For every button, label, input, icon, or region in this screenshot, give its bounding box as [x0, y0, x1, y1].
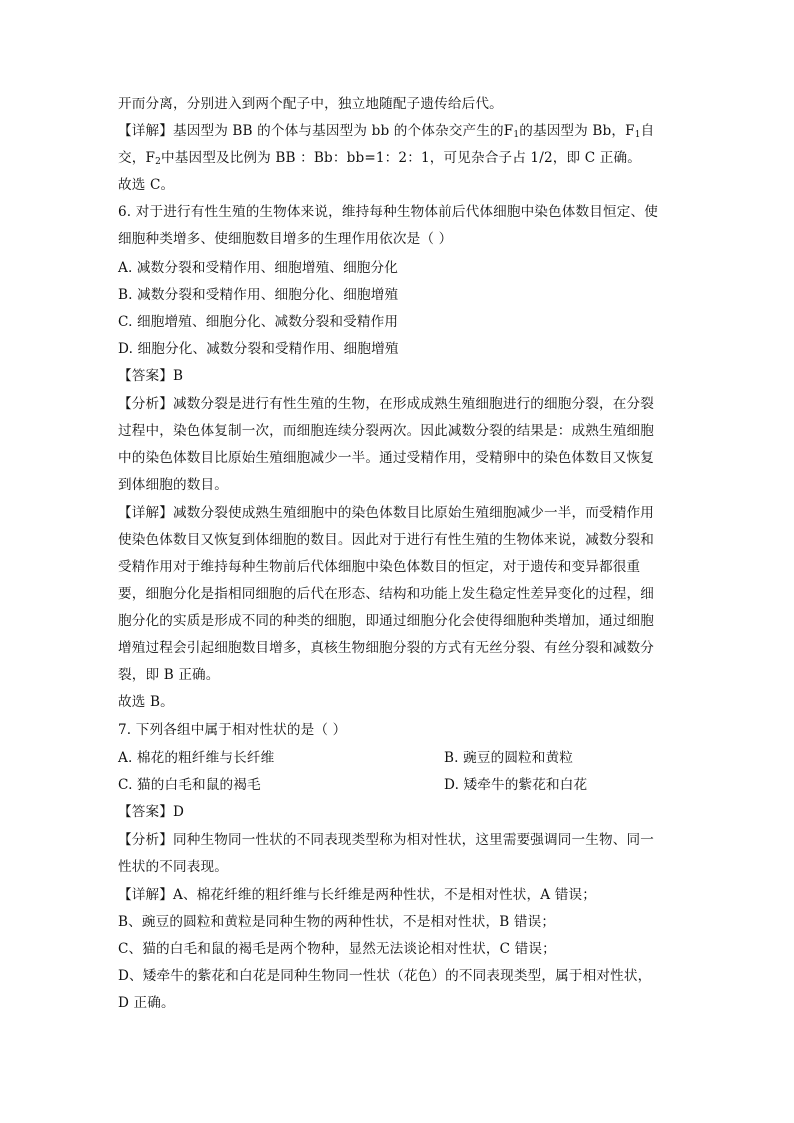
answer-line: 【答案】B	[118, 368, 184, 384]
detail-line: 【详解】减数分裂使成熟生殖细胞中的染色体数目比原始生殖细胞减少一半，而受精作用	[118, 505, 655, 521]
choice-line: 故选 C。	[118, 177, 175, 193]
detail-line: D 正确。	[118, 995, 175, 1011]
detail-line: 【详解】基因型为 BB 的个体与基因型为 bb 的个体杂交产生的$F_1$的基因型为 Bb，$F_1$自	[118, 123, 655, 140]
analysis-line: 性状的不同表现。	[118, 859, 228, 875]
detail-line: D、矮牵牛的紫花和白花是同种生物同一性状（花色）的不同表现类型，属于相对性状，	[118, 968, 652, 984]
analysis-line: 【分析】同种生物同一性状的不同表现类型称为相对性状，这里需要强调同一生物、同一	[118, 832, 655, 848]
analysis-line: 中的染色体数目比原始生殖细胞减少一半。通过受精作用，受精卵中的染色体数目又恢复	[118, 450, 655, 466]
answer-line: 【答案】D	[118, 804, 185, 820]
option-a: A. 棉花的粗纤维与长纤维	[118, 750, 275, 766]
analysis-line: 【分析】减数分裂是进行有性生殖的生物，在形成成熟生殖细胞进行的细胞分裂，在分裂	[118, 396, 655, 412]
detail-line: 交，$F_2$中基因型及比例为 BB ：Bb：bb=1：2：1，可见杂合子占 1/2，即 C 正确。	[118, 150, 641, 167]
text-line: 开而分离，分别进入到两个配子中，独立地随配子遗传给后代。	[118, 96, 503, 112]
detail-line: B、豌豆的圆粒和黄粒是同种生物的两种性状，不是相对性状，B 错误；	[118, 914, 556, 930]
detail-line: 增殖过程会引起细胞数目增多，真核生物细胞分裂的方式有无丝分裂、有丝分裂和减数分	[118, 640, 655, 656]
option-d: D. 细胞分化、减数分裂和受精作用、细胞增殖	[118, 341, 399, 357]
detail-line: 要，细胞分化是指相同细胞的后代在形态、结构和功能上发生稳定性差异变化的过程，细	[118, 586, 655, 602]
detail-line: 受精作用对于维持每种生物前后代体细胞中染色体数目的恒定，对于遗传和变异都很重	[118, 559, 641, 575]
detail-line: 胞分化的实质是形成不同的种类的细胞，即通过细胞分化会使得细胞种类增加，通过细胞	[118, 613, 655, 629]
question-7-stem: 7. 下列各组中属于相对性状的是（ ）	[118, 722, 347, 738]
analysis-line: 到体细胞的数目。	[118, 477, 228, 493]
option-c: C. 猫的白毛和鼠的褐毛	[118, 777, 261, 793]
option-b: B. 减数分裂和受精作用、细胞分化、细胞增殖	[118, 287, 399, 303]
detail-line: 使染色体数目又恢复到体细胞的数目。因此对于进行有性生殖的生物体来说，减数分裂和	[118, 532, 655, 548]
analysis-line: 过程中，染色体复制一次，而细胞连续分裂两次。因此减数分裂的结果是：成熟生殖细胞	[118, 423, 655, 439]
choice-line: 故选 B。	[118, 694, 174, 710]
option-d: D. 矮牵牛的紫花和白花	[444, 777, 588, 793]
question-6-stem: 6. 对于进行有性生殖的生物体来说，维持每种生物体前后代体细胞中染色体数目恒定、使	[118, 204, 659, 220]
detail-line: 【详解】A、棉花纤维的粗纤维与长纤维是两种性状，不是相对性状，A 错误；	[118, 887, 596, 903]
detail-line: 裂，即 B 正确。	[118, 667, 220, 683]
option-c: C. 细胞增殖、细胞分化、减数分裂和受精作用	[118, 314, 399, 330]
detail-line: C、猫的白毛和鼠的褐毛是两个物种，显然无法谈论相对性状，C 错误；	[118, 941, 556, 957]
question-6-stem: 细胞种类增多、使细胞数目增多的生理作用依次是（ ）	[118, 231, 453, 247]
option-a: A. 减数分裂和受精作用、细胞增殖、细胞分化	[118, 260, 399, 276]
option-b: B. 豌豆的圆粒和黄粒	[444, 750, 574, 766]
